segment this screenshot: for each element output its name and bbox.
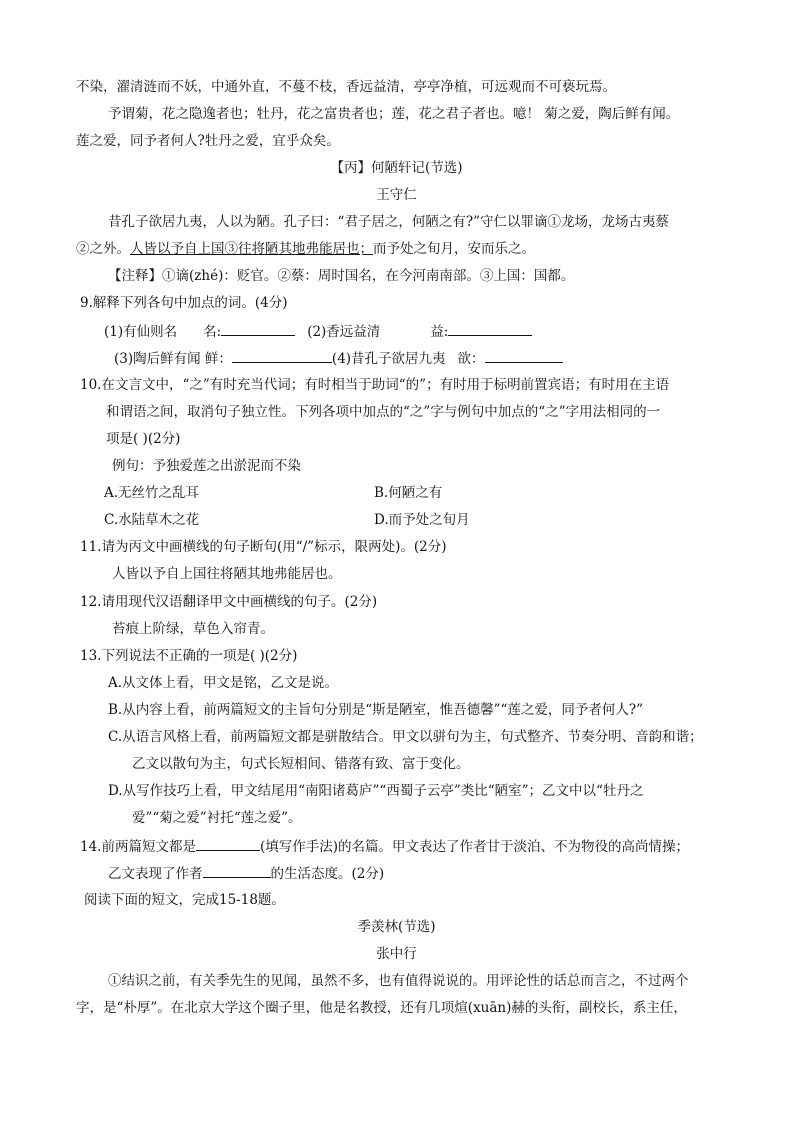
answer-blank[interactable] <box>232 348 332 363</box>
item-text: 的生活态度。(2分) <box>270 866 385 882</box>
question-13: 13.下列说法不正确的一项是( )(2分) <box>80 648 298 664</box>
section-author-ji: 张中行 <box>376 946 417 962</box>
item-text: 乙文表现了作者 <box>108 866 203 882</box>
item-text: 益: <box>430 324 449 340</box>
item-text: (2)香远益清 <box>307 324 381 340</box>
text-line: 乙文以散句为主，句式长短相间、错落有致、富于变化。 <box>132 756 470 772</box>
example-sentence: 例句：予独爱莲之出淤泥而不染 <box>112 458 301 474</box>
answer-blank[interactable] <box>448 321 532 336</box>
text-line <box>76 239 535 259</box>
underlined-sentence: 人皆以予自上国③往将陋其地弗能居也； <box>130 241 373 257</box>
option-a: A.无丝竹之乱耳 <box>104 485 200 501</box>
text-segment: ②之外。 <box>76 241 130 257</box>
section-author-bing: 王守仁 <box>376 187 417 203</box>
question-14 <box>80 836 689 857</box>
text-line: 不染，濯清涟而不妖，中通外直，不蔓不枝，香远益清，亭亭净植，可远观而不可亵玩焉。 <box>76 79 616 95</box>
question-10: 10.在文言文中，“之”有时充当代词；有时相当于助词“的”；有时用于标明前置宾语；有时用在主语 <box>80 377 670 393</box>
text-line: 予谓菊，花之隐逸者也；牡丹，花之富贵者也；莲，花之君子者也。噫！ 菊之爱，陶后鲜有闻。 <box>108 106 680 122</box>
question-12: 12.请用现代汉语翻译甲文中画横线的句子。(2分) <box>80 594 378 610</box>
annotation-note: 【注释】①谪(zhé)：贬官。②蔡：周时国名，在今河南南部。③上国：国都。 <box>108 268 575 284</box>
question-11-sentence: 人皆以予自上国往将陋其地弗能居也。 <box>112 566 342 582</box>
answer-blank[interactable] <box>196 836 260 851</box>
question-9: 9.解释下列各句中加点的词。(4分) <box>80 295 288 311</box>
item-text: (1)有仙则名 <box>104 324 178 340</box>
answer-blank[interactable] <box>221 321 295 336</box>
option-d: D.而予处之旬月 <box>374 512 470 528</box>
text-line: 项是( )(2分) <box>106 431 181 447</box>
answer-blank[interactable] <box>485 348 563 363</box>
option-c: C.从语言风格上看，前两篇短文都是骈散结合。甲文以骈句为主，句式整齐、节奏分明、音韵和谐； <box>108 729 703 745</box>
question-12-sentence: 苔痕上阶绿，草色入帘青。 <box>112 621 274 637</box>
item-text: (4)昔孔子欲居九夷 <box>331 351 446 367</box>
option-b: B.何陋之有 <box>374 485 443 501</box>
text-line: 爱”“菊之爱”衬托“莲之爱”。 <box>132 810 302 826</box>
text-line: ①结识之前，有关季先生的见闻，虽然不多，也有值得说说的。用评论性的话总而言之，不过两个 <box>108 973 689 989</box>
reading-instruction: 阅读下面的短文，完成15-18题。 <box>84 892 285 908</box>
option-c: C.水陆草木之花 <box>104 512 200 528</box>
question-9-row-2 <box>114 348 563 369</box>
item-text: (填写作手法)的名篇。甲文表达了作者甘于淡泊、不为物役的高尚情操； <box>259 839 690 855</box>
item-text: 14.前两篇短文都是 <box>80 839 196 855</box>
question-9-row-1 <box>104 321 532 342</box>
text-line <box>108 863 384 884</box>
text-line: 莲之爱，同予者何人?牡丹之爱，宜乎众矣。 <box>76 133 340 149</box>
text-line: 字，是“朴厚”。在北京大学这个圈子里，他是名教授，还有几项煊(xuān)赫的头衔，副校长，系主任， <box>76 1000 687 1016</box>
item-text: (3)陶后鲜有闻 鲜： <box>114 351 232 367</box>
text-line: 昔孔子欲居九夷，人以为陋。孔子曰：“君子居之，何陋之有?”守仁以罪谪①龙场，龙场古夷蔡 <box>108 214 670 230</box>
option-d: D.从写作技巧上看，甲文结尾用“南阳诸葛庐”“西蜀子云亭”类比“陋室”；乙文中以“牡丹之 <box>108 783 644 799</box>
item-text: 欲： <box>457 351 485 367</box>
text-line: 和谓语之间，取消句子独立性。下列各项中加点的“之”字与例句中加点的“之”字用法相同的一 <box>106 404 661 420</box>
section-title-ji: 季羡林(节选) <box>357 919 436 935</box>
question-11: 11.请为丙文中画横线的句子断句(用“/”标示，限两处)。(2分) <box>80 539 447 555</box>
answer-blank[interactable] <box>203 863 271 878</box>
option-b: B.从内容上看，前两篇短文的主旨句分别是“斯是陋室，惟吾德馨”“莲之爱，同予者何人?” <box>108 702 644 718</box>
text-segment: 而予处之旬月，安而乐之。 <box>373 241 535 257</box>
section-title-bing: 【丙】何陋轩记(节选) <box>330 160 463 176</box>
option-a: A.从文体上看，甲文是铭，乙文是说。 <box>108 675 339 691</box>
item-text: 名: <box>203 324 222 340</box>
